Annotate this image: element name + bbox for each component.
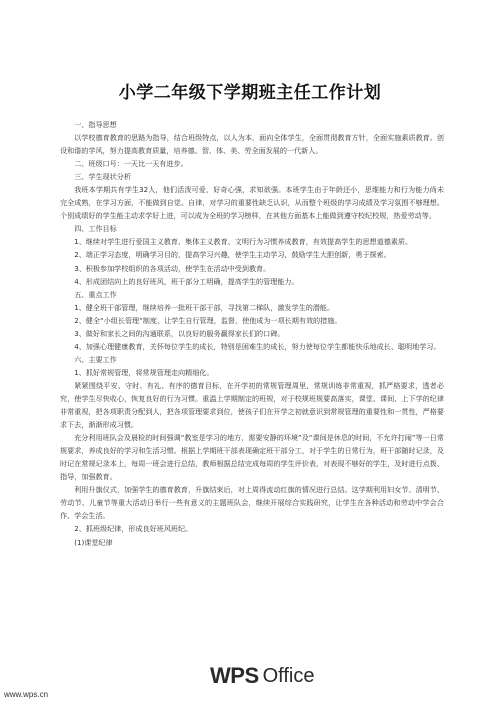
footer-url: www.wps.cn	[4, 690, 49, 699]
paragraph: 3、做好和家长之间的沟通联系，以良好的服务赢得家长们的口碑。	[74, 328, 285, 338]
office-logo-text: Office	[262, 664, 315, 687]
section-heading: 六、主要工作	[74, 354, 117, 364]
paragraph: 4、形成团结向上的良好班风，班干部分工明确，提高学生的管理能力。	[74, 276, 299, 286]
paragraph: 2、端正学习态度，明确学习目的，提高学习兴趣，使学生主动学习，鼓励学生大胆创新，勇于探索。	[74, 250, 391, 260]
section-heading: 五、重点工作	[74, 289, 117, 299]
document-body	[60, 118, 444, 549]
section-heading: 一、指导思想	[74, 120, 117, 129]
paragraph: 1、健全班干部管理，继续培养一批班干部干部，寻找第二梯队，激发学生的潜能。	[74, 302, 335, 312]
section-heading: (1)课堂纪律	[74, 537, 113, 547]
paragraph: 充分利用班队会及晨检的时间强调“教室是学习的地方，需要安静的环境”及“课间是休息的时间，不允许打闹”等一日常规要求，养成良好的学习和生活习惯。根据上学期班干部表现确定班干部分工，对于学生的日常行为，班干部随时记录，及时记在常规记录本上，每周一班会进行总结，教师根据总结完成每周的学生评价表，对表现不够好的学生，及时进行点拨、指导，加强教育。	[60, 433, 444, 482]
section-heading: 二、班级口号：一天比一天有进步。	[74, 159, 188, 169]
paragraph: 2、抓班级纪律，形成良好班风班纪。	[74, 524, 193, 534]
section-heading: 四、工作目标	[74, 224, 117, 234]
wps-office-logo	[210, 664, 315, 688]
paragraph: 利用升旗仪式，加强学生的德育教育，升旗结束后，对上周得流动红旗的情况进行总结。这学期利用妇女节、清明节、劳动节、儿童节等重大活动日举行一些有意义的主题班队会，继续开展综合实践研究，让学生在各种活动和劳动中学会合作、学会生活。	[60, 485, 444, 521]
wps-logo-text: WPS	[210, 663, 259, 688]
paragraph: 紧紧围绕平安、守时、有礼、有序的德育目标，在开学初的常规管理周里，常规训练非常重视，抓严格要求，透者必究，使学生尽快收心，恢复良好的行为习惯。重温上学期制定的班规，对于校规班规要高落实，课堂、课间、上下学的纪律非常重视，把各项职责分配到人，把各项管理要求到位，使孩子们在开学之初就意识到常规管理的重要性和一贯性，严格要求下去，渐渐形成习惯。	[60, 380, 444, 430]
paragraph: 2、健全“小组长管理”制度，让学生自行管理，监督，使他成为一项长期有效的措施。	[74, 315, 342, 325]
section-heading: 三、学生现状分析	[74, 172, 131, 182]
paragraph: 以学校德育教育的思路为指导，结合班级特点，以人为本，面向全体学生，全面贯彻教育方针，全面实施素质教育。创设和谐的学风，努力提高教育质量，培养德、智、体、美、劳全面发展的一代新人。	[60, 133, 444, 156]
paragraph: 我班本学期共有学生32人，他们活泼可爱，好奇心强，求知欲强。本班学生由于年龄还小，思维能力和行为能力尚未完全成熟，在学习方面，不能做到自觉、自律，对学习的重要性缺乏认识，从而整个班级的学习成绩及学习氛围不够理想。个别成绩好的学生能主动求学好上进，可以成为全班的学习榜样，在其他方面基本上能做到遵守校纪校规，热爱劳动等。	[60, 185, 444, 221]
paragraph: 3、积极参加学校组织的各项活动，使学生在活动中受到教育。	[74, 263, 271, 273]
document-title: 小学二年级下学期班主任工作计划	[118, 83, 382, 103]
paragraph: 1、抓好常规管理，将常规管理走向精细化。	[74, 367, 214, 377]
paragraph: 4、加强心理健康教育，关怀每位学生的成长，特别是困难生的成长，努力使每位学生都能快乐地成长、聪明地学习。	[74, 341, 441, 351]
paragraph: 1、继续对学生进行爱国主义教育、集体主义教育、文明行为习惯养成教育，有效提高学生的思想道德素质。	[74, 237, 413, 247]
